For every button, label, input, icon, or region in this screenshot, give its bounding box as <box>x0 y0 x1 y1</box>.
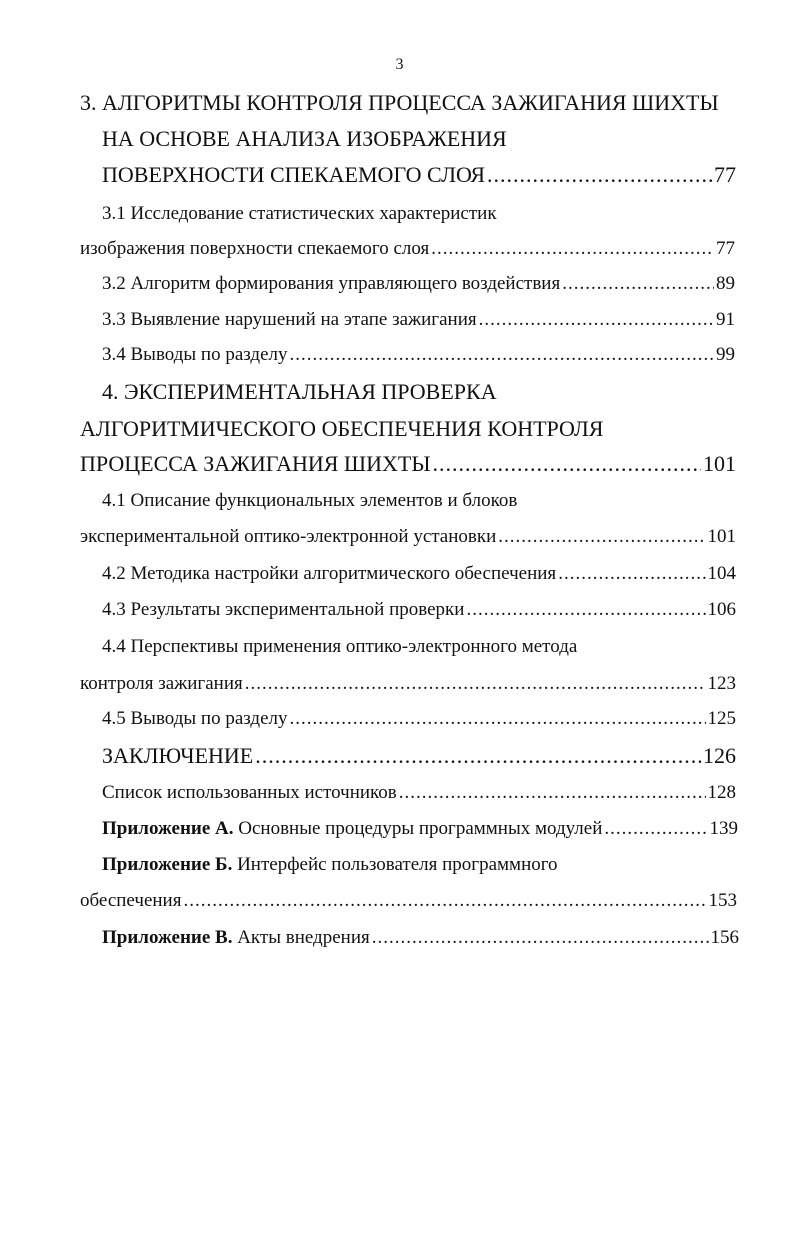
page-ref: 77 <box>714 162 736 187</box>
section-4-5-label: 4.5 Выводы по разделу <box>102 708 288 729</box>
toc-entry-3-4[interactable] <box>102 344 735 366</box>
toc-entry-4-4[interactable] <box>80 673 736 695</box>
toc-entry-chapter3[interactable] <box>102 162 736 188</box>
toc-entry-appendix-a[interactable] <box>102 818 738 840</box>
toc-entry-3-2[interactable] <box>102 273 735 295</box>
toc-entry-3-1[interactable] <box>80 238 735 260</box>
chapter3-title-line3: ПОВЕРХНОСТИ СПЕКАЕМОГО СЛОЯ <box>102 162 486 187</box>
section-3-3-label: 3.3 Выявление нарушений на этапе зажигания <box>102 309 477 330</box>
leader-dots <box>255 743 701 769</box>
leader-dots <box>245 673 706 695</box>
toc-entry-appendix-v[interactable] <box>102 927 739 949</box>
section-4-4-line1: 4.4 Перспективы применения оптико-электронного метода <box>102 636 578 657</box>
toc-entry-references[interactable] <box>102 782 736 804</box>
toc-entry-4-5[interactable] <box>102 708 736 730</box>
toc-entry-3-3[interactable] <box>102 309 735 331</box>
chapter4-title-line3: ПРОЦЕССА ЗАЖИГАНИЯ ШИХТЫ <box>80 451 431 476</box>
leader-dots <box>562 273 714 295</box>
page-ref: 128 <box>707 782 736 803</box>
appendix-v-title <box>102 927 370 949</box>
chapter4-title-line2: АЛГОРИТМИЧЕСКОГО ОБЕСПЕЧЕНИЯ КОНТРОЛЯ <box>80 416 604 441</box>
page-ref: 123 <box>707 673 736 694</box>
toc-entry-appendix-b[interactable] <box>80 890 737 912</box>
toc-entry-4-1[interactable] <box>80 526 736 548</box>
toc-entry-4-3[interactable] <box>102 599 736 621</box>
page-ref: 139 <box>709 818 738 839</box>
appendix-b-bold: Приложение Б. <box>102 854 233 875</box>
appendix-v-bold: Приложение В. <box>102 927 233 948</box>
appendix-b-label-line2: обеспечения <box>80 890 182 911</box>
page-ref: 101 <box>703 451 736 476</box>
leader-dots <box>372 927 709 949</box>
appendix-v-label: Акты внедрения <box>232 927 370 948</box>
leader-dots <box>290 708 706 730</box>
chapter4-title-line1: 4. ЭКСПЕРИМЕНТАЛЬНАЯ ПРОВЕРКА <box>102 379 497 404</box>
page-ref: 126 <box>703 743 736 768</box>
page-ref: 99 <box>716 344 735 365</box>
conclusion-label: ЗАКЛЮЧЕНИЕ <box>102 743 254 768</box>
page-ref: 104 <box>707 563 736 584</box>
chapter3-title-line1: 3. АЛГОРИТМЫ КОНТРОЛЯ ПРОЦЕССА ЗАЖИГАНИЯ ШИХТЫ <box>80 90 719 115</box>
leader-dots <box>487 162 712 188</box>
section-4-2-label: 4.2 Методика настройки алгоритмического обеспечения <box>102 563 557 584</box>
leader-dots <box>558 563 705 585</box>
page-ref: 153 <box>708 890 737 911</box>
page-number: 3 <box>395 56 404 73</box>
page-ref: 77 <box>716 238 735 259</box>
section-3-4-label: 3.4 Выводы по разделу <box>102 344 288 365</box>
toc-entry-chapter4[interactable] <box>80 451 736 477</box>
appendix-b-line1 <box>102 854 558 876</box>
leader-dots <box>433 451 701 477</box>
leader-dots <box>479 309 714 331</box>
page-ref: 156 <box>710 927 739 948</box>
section-4-1-line2: экспериментальной оптико-электронной установки <box>80 526 497 547</box>
leader-dots <box>498 526 705 548</box>
leader-dots <box>431 238 714 260</box>
leader-dots <box>290 344 714 366</box>
references-label: Список использованных источников <box>102 782 397 803</box>
appendix-a-bold: Приложение А. <box>102 818 234 839</box>
appendix-b-label-line1: Интерфейс пользователя программного <box>232 854 558 875</box>
page-ref: 125 <box>707 708 736 729</box>
toc-entry-4-2[interactable] <box>102 563 736 585</box>
appendix-a-title <box>102 818 602 840</box>
section-4-4-line2: контроля зажигания <box>80 673 243 694</box>
section-3-2-label: 3.2 Алгоритм формирования управляющего воздействия <box>102 273 561 294</box>
page-ref: 106 <box>707 599 736 620</box>
page-ref: 91 <box>716 309 735 330</box>
leader-dots <box>183 890 706 912</box>
page-ref: 89 <box>716 273 735 294</box>
appendix-a-label: Основные процедуры программных модулей <box>233 818 603 839</box>
section-4-3-label: 4.3 Результаты экспериментальной проверки <box>102 599 465 620</box>
section-3-1-line1: 3.1 Исследование статистических характеристик <box>102 203 497 224</box>
leader-dots <box>604 818 707 840</box>
section-4-1-line1: 4.1 Описание функциональных элементов и блоков <box>102 490 518 511</box>
leader-dots <box>466 599 705 621</box>
section-3-1-line2: изображения поверхности спекаемого слоя <box>80 238 430 259</box>
page-ref: 101 <box>707 526 736 547</box>
leader-dots <box>399 782 706 804</box>
toc-entry-conclusion[interactable] <box>102 743 736 769</box>
chapter3-title-line2: НА ОСНОВЕ АНАЛИЗА ИЗОБРАЖЕНИЯ <box>102 126 507 151</box>
